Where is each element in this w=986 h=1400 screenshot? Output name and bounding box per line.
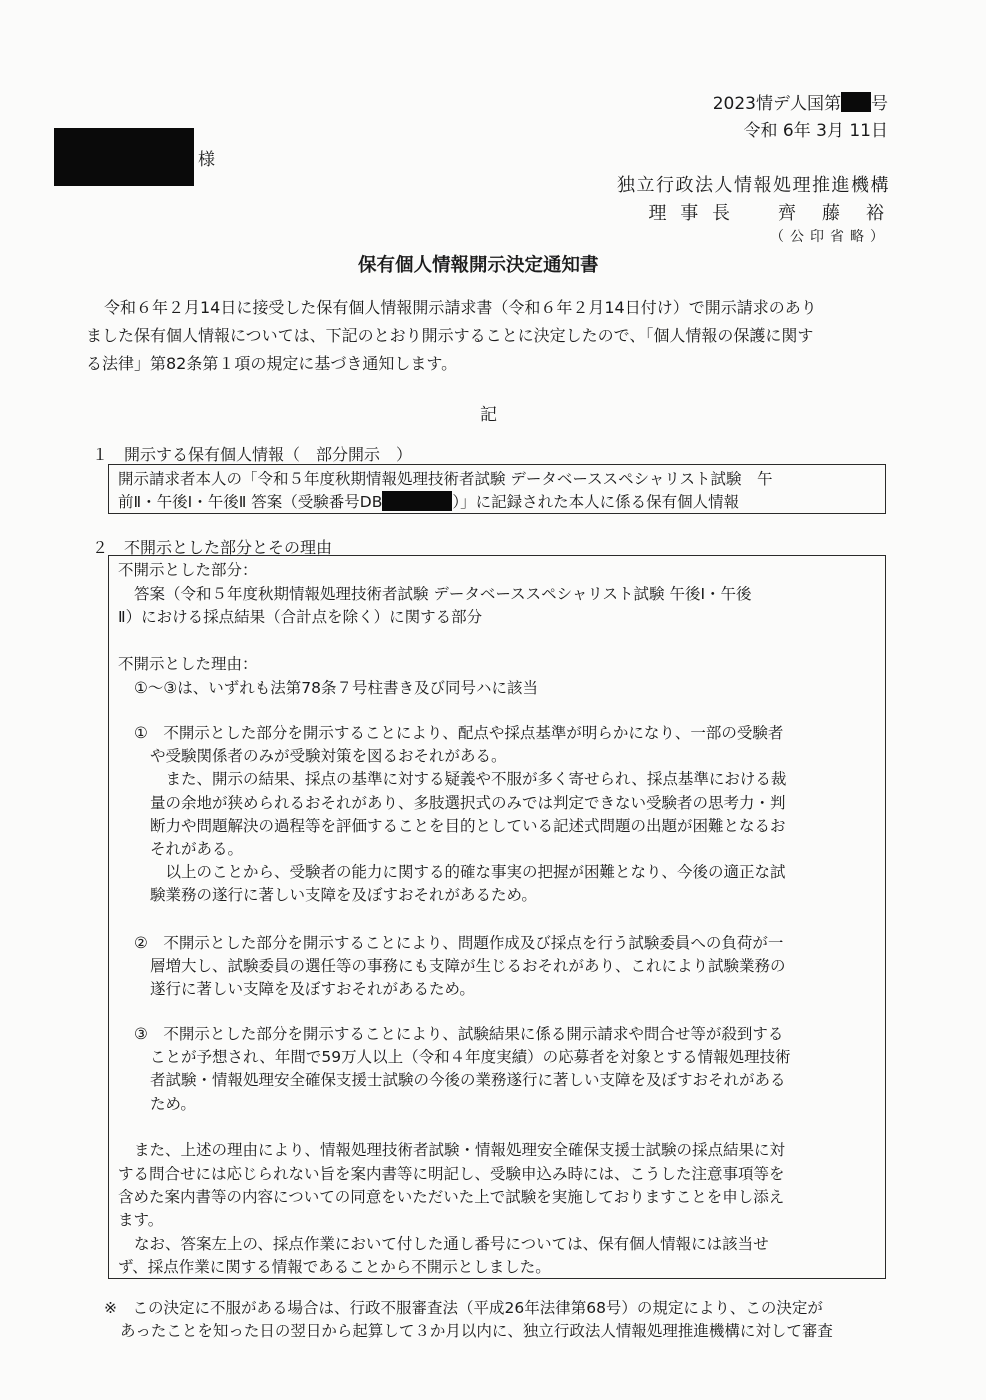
nondisclosure-reason-label: 不開示とした理由：: [118, 655, 258, 673]
section1-heading: １ 開示する保有個人情報（ 部分開示 ）: [92, 445, 413, 464]
section1-box-line-2a: 前Ⅱ・午後Ⅰ・午後Ⅱ 答案（受験番号DB: [118, 493, 383, 511]
closing-line-1: また、上述の理由により、情報処理技術者試験・情報処理安全確保支援士試験の採点結果に対: [134, 1141, 786, 1159]
issuer-title: 理 事 長 齊 藤 裕: [648, 203, 888, 224]
nondisclosed-part-label: 不開示とした部分：: [118, 561, 258, 579]
nondisclosed-part-line-1: 答案（令和５年度秋期情報処理技術者試験 データベーススペシャリスト試験 午後Ⅰ・午後: [134, 585, 752, 603]
recipient-redaction: [54, 128, 194, 186]
reason1-line-1: ① 不開示とした部分を開示することにより、配点や採点基準が明らかになり、一部の受験者: [134, 724, 784, 742]
recipient-suffix: 様: [198, 150, 215, 170]
closing-line-3: 含めた案内書等の内容についての同意をいただいた上で試験を実施しておりますことを申し添え: [118, 1188, 785, 1206]
reason1-line-4: 量の余地が狭められるおそれがあり、多肢選択式のみでは判定できない受験者の思考力・判: [150, 794, 786, 812]
closing-line-6: ず、採点作業に関する情報であることから不開示としました。: [118, 1258, 551, 1276]
reason3-line-1: ③ 不開示とした部分を開示することにより、試験結果に係る開示請求や問合せ等が殺到する: [134, 1025, 784, 1043]
redaction-block: [841, 92, 871, 112]
reason2-line-3: 遂行に著しい支障を及ぼすおそれがあるため。: [150, 980, 475, 998]
reason3-line-4: ため。: [150, 1095, 196, 1113]
reason1-line-5: 断力や問題解決の過程等を評価することを目的としている記述式問題の出題が困難となるお: [150, 817, 786, 835]
footnote-line-2: あったことを知った日の翌日から起算して３か月以内に、独立行政法人情報処理推進機構に対して審査: [120, 1322, 833, 1340]
closing-line-5: なお、答案左上の、採点作業において付した通し番号については、保有個人情報には該当せ: [134, 1235, 769, 1253]
page-title: 保有個人情報開示決定通知書: [358, 255, 599, 276]
seal-note: （公印省略）: [770, 229, 890, 245]
reason3-line-3: 者試験・情報処理安全確保支援士試験の今後の業務遂行に著しい支障を及ぼすおそれがある: [150, 1071, 786, 1089]
reason1-line-6: それがある。: [150, 840, 244, 858]
nondisclosure-reason-summary: ①～③は、いずれも法第78条７号柱書き及び同号ハに該当: [134, 679, 539, 697]
reason1-line-7: 以上のことから、受験者の能力に関する的確な事実の把握が困難となり、今後の適正な試: [150, 863, 786, 881]
exam-number-redaction: [382, 491, 452, 511]
intro-line-3: る法律」第82条第１項の規定に基づき通知します。: [86, 354, 458, 373]
issue-date: 令和 6年 3月 11日: [743, 121, 888, 141]
reason1-line-3: また、開示の結果、採点の基準に対する疑義や不服が多く寄せられ、採点基準における裁: [150, 770, 787, 788]
reason2-line-2: 層増大し、試験委員の選任等の事務にも支障が生じるおそれがあり、これにより試験業務の: [150, 957, 786, 975]
document-number-suffix: 号: [871, 94, 888, 114]
intro-line-1: 令和６年２月14日に接受した保有個人情報開示請求書（令和６年２月14日付け）で開示請求のあり: [104, 298, 817, 317]
reason1-line-8: 験業務の遂行に著しい支障を及ぼすおそれがあるため。: [150, 886, 537, 904]
section1-box-line-1: 開示請求者本人の「令和５年度秋期情報処理技術者試験 データベーススペシャリスト試験 午: [118, 470, 773, 488]
reason1-line-2: や受験関係者のみが受験対策を図るおそれがある。: [150, 747, 507, 765]
footnote-line-1: ※ この決定に不服がある場合は、行政不服審査法（平成26年法律第68号）の規定により、この決定が: [104, 1299, 823, 1317]
document-number-prefix: 2023情デ人国第: [712, 94, 841, 114]
reason3-line-2: ことが予想され、年間で59万人以上（令和４年度実績）の応募者を対象とする情報処理技術: [150, 1048, 791, 1066]
section1-box-line-2b: ）」に記録された本人に係る保有個人情報: [452, 493, 740, 511]
section1-box-line-2: [118, 490, 739, 512]
closing-line-4: ます。: [118, 1211, 164, 1229]
document-number: [713, 89, 888, 114]
issuer-organization: 独立行政法人情報処理推進機構: [617, 175, 890, 196]
closing-line-2: する問合せには応じられない旨を案内書等に明記し、受験申込み時には、こうした注意事項等を: [118, 1165, 785, 1183]
nondisclosed-part-line-2: Ⅱ）における採点結果（合計点を除く）に関する部分: [118, 608, 483, 626]
reason2-line-1: ② 不開示とした部分を開示することにより、問題作成及び採点を行う試験委員への負荷が一: [134, 934, 784, 952]
section2-heading: ２ 不開示とした部分とその理由: [92, 538, 333, 557]
ki-heading: 記: [480, 405, 497, 425]
intro-line-2: ました保有個人情報については、下記のとおり開示することに決定したので、「個人情報の保護に関す: [86, 326, 814, 345]
